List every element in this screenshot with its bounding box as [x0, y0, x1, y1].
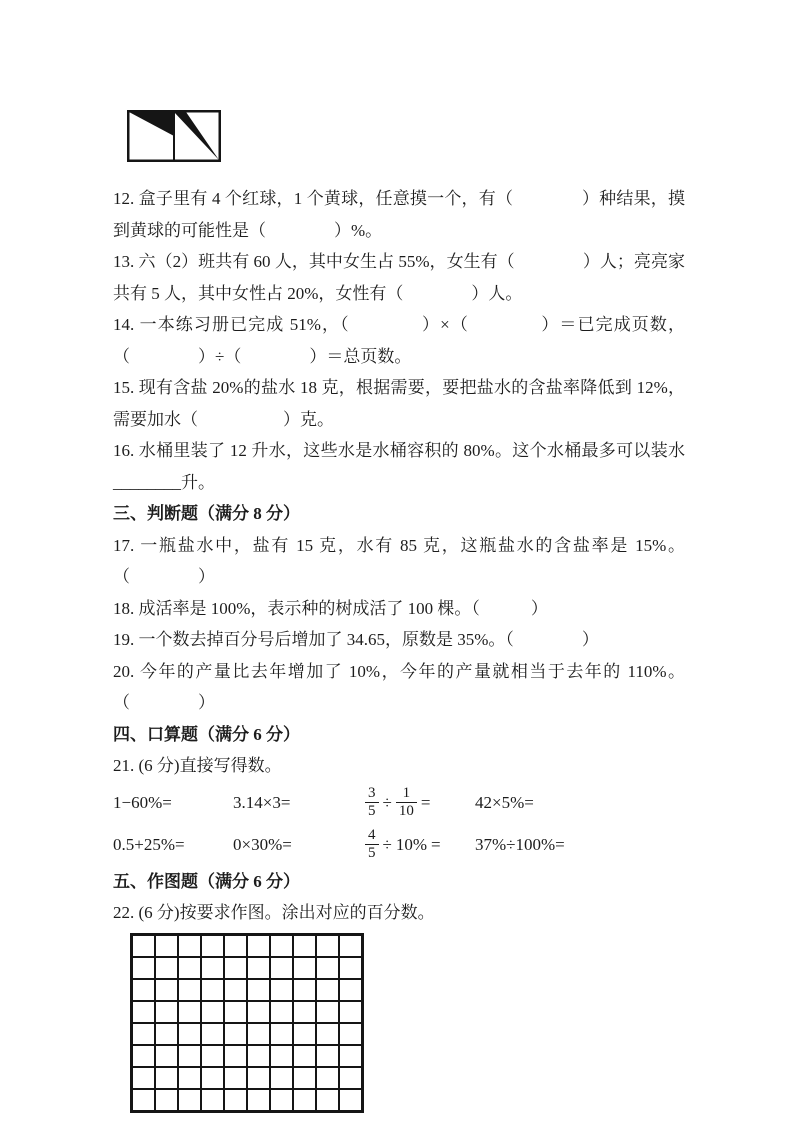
question-16: 16. 水桶里装了 12 升水，这些水是水桶容积的 80%。这个水桶最多可以装水________升。: [113, 441, 685, 492]
grid-cell: [178, 1067, 201, 1089]
grid-cell: [178, 1023, 201, 1045]
divide-operator: ÷: [382, 792, 392, 812]
grid-cell: [270, 957, 293, 979]
grid-cell: [178, 1045, 201, 1067]
percent-grid: [130, 933, 364, 1113]
section-heading-oral-calc: 四、口算题（满分 6 分）: [113, 724, 300, 744]
grid-cell: [224, 979, 247, 1001]
grid-cell: [270, 1001, 293, 1023]
grid-cell: [201, 1045, 224, 1067]
grid-cell: [339, 1023, 362, 1045]
question-17: 17. 一瓶盐水中，盐有 15 克，水有 85 克，这瓶盐水的含盐率是 15%。（ ）: [113, 535, 685, 586]
grid-cell: [339, 979, 362, 1001]
grid-cell: [316, 979, 339, 1001]
grid-cell: [201, 957, 224, 979]
grid-cell: [247, 1045, 270, 1067]
question-19: 19. 一个数去掉百分号后增加了 34.65，原数是 35%。（ ）: [113, 630, 599, 649]
expr-4-5-div-10pct: [365, 827, 475, 862]
grid-cell: [201, 1023, 224, 1045]
grid-cell: [247, 1023, 270, 1045]
question-22: 22. (6 分)按要求作图。涂出对应的百分数。: [113, 903, 435, 922]
grid-cell: [155, 1023, 178, 1045]
fraction-1-10: $\frac{1}{10}$: [396, 785, 417, 820]
grid-cell: [270, 1023, 293, 1045]
percent-operand: 10%: [395, 834, 428, 854]
grid-cell: [224, 1001, 247, 1023]
grid-cell: [339, 1045, 362, 1067]
grid-cell: [316, 1023, 339, 1045]
grid-cell: [339, 957, 362, 979]
question-12: 12. 盒子里有 4 个红球，1 个黄球，任意摸一个，有（ ）种结果，摸到黄球的可能性是（ ）%。: [113, 189, 685, 240]
grid-cell: [178, 935, 201, 957]
fraction-3-5: $\frac{3}{5}$: [365, 785, 379, 820]
grid-cell: [293, 1023, 316, 1045]
divide-operator: ÷: [382, 834, 392, 854]
grid-cell: [224, 1023, 247, 1045]
grid-cell: [132, 957, 155, 979]
grid-cell: [339, 1067, 362, 1089]
grid-cell: [201, 979, 224, 1001]
grid-cell: [201, 1001, 224, 1023]
grid-cell: [178, 1089, 201, 1111]
grid-cell: [316, 935, 339, 957]
question-21: 21. (6 分)直接写得数。: [113, 756, 282, 775]
grid-cell: [224, 1045, 247, 1067]
grid-cell: [155, 935, 178, 957]
section-heading-drawing: 五、作图题（满分 6 分）: [113, 871, 300, 891]
grid-cell: [293, 1067, 316, 1089]
grid-cell: [270, 1067, 293, 1089]
grid-cell: [224, 935, 247, 957]
grid-cell: [132, 1067, 155, 1089]
grid-cell: [224, 1089, 247, 1111]
grid-cell: [201, 935, 224, 957]
grid-cell: [339, 1089, 362, 1111]
question-14: 14. 一本练习册已完成 51%，（ ）×（ ）＝已完成页数，（ ）÷（ ）＝总页数。: [113, 315, 685, 366]
expr-1-minus-60pct: 1−60%=: [113, 792, 172, 812]
grid-cell: [155, 1089, 178, 1111]
question-18: 18. 成活率是 100%，表示种的树成活了 100 棵。（ ）: [113, 598, 548, 618]
expr-42-times-5pct: 42×5%=: [475, 792, 534, 812]
grid-cell: [270, 979, 293, 1001]
question11-shape-figure: [127, 110, 685, 162]
grid-cell: [270, 1045, 293, 1067]
equals-sign: =: [431, 834, 441, 854]
grid-cell: [293, 935, 316, 957]
section-heading-judgement: 三、判断题（满分 8 分）: [113, 504, 300, 523]
fraction-4-5: $\frac{4}{5}$: [365, 827, 379, 862]
question-20: 20. 今年的产量比去年增加了 10%，今年的产量就相当于去年的 110%。（ ）: [113, 661, 685, 712]
grid-cell: [316, 1045, 339, 1067]
grid-cell: [178, 1001, 201, 1023]
grid-cell: [316, 1001, 339, 1023]
grid-cell: [155, 1001, 178, 1023]
grid-cell: [132, 935, 155, 957]
grid-cell: [178, 957, 201, 979]
grid-cell: [316, 1067, 339, 1089]
grid-cell: [178, 979, 201, 1001]
expr-3-5-div-1-10: [365, 785, 475, 820]
grid-cell: [155, 1067, 178, 1089]
grid-cell: [316, 1089, 339, 1111]
grid-cell: [339, 935, 362, 957]
calc-row-2: [113, 824, 685, 866]
grid-cell: [316, 957, 339, 979]
grid-cell: [293, 1045, 316, 1067]
expr-0point5-plus-25pct: 0.5+25%=: [113, 834, 185, 854]
grid-cell: [247, 979, 270, 1001]
grid-cell: [132, 1045, 155, 1067]
grid-cell: [201, 1067, 224, 1089]
grid-cell: [132, 1023, 155, 1045]
grid-cell: [247, 935, 270, 957]
grid-cell: [270, 1089, 293, 1111]
grid-cell: [247, 1001, 270, 1023]
grid-cell: [293, 957, 316, 979]
grid-cell: [155, 957, 178, 979]
equals-sign: =: [420, 792, 431, 812]
grid-cell: [132, 979, 155, 1001]
grid-cell: [155, 979, 178, 1001]
grid-cell: [132, 1089, 155, 1111]
question-13: 13. 六（2）班共有 60 人，其中女生占 55%，女生有（ ）人；亮亮家共有 5 人，其中女性占 20%，女性有（ ）人。: [113, 252, 685, 303]
expr-37pct-div-100pct: 37%÷100%=: [475, 834, 565, 854]
grid-cell: [155, 1045, 178, 1067]
grid-cell: [293, 1089, 316, 1111]
calc-row-1: [113, 782, 685, 824]
grid-cell: [293, 979, 316, 1001]
grid-cell: [247, 1067, 270, 1089]
grid-cell: [270, 935, 293, 957]
grid-cell: [132, 1001, 155, 1023]
expr-0-times-30pct: 0×30%=: [233, 834, 292, 854]
grid-cell: [247, 957, 270, 979]
grid-cell: [247, 1089, 270, 1111]
grid-cell: [224, 1067, 247, 1089]
grid-cell: [224, 957, 247, 979]
expr-3point14-times-3: 3.14×3=: [233, 792, 291, 812]
grid-cell: [201, 1089, 224, 1111]
question-15: 15. 现有含盐 20%的盐水 18 克，根据需要，要把盐水的含盐率降低到 12%，需要加水（ ）克。: [113, 378, 685, 429]
grid-cell: [339, 1001, 362, 1023]
shaded-squares-graphic: [127, 110, 221, 162]
grid-cell: [293, 1001, 316, 1023]
